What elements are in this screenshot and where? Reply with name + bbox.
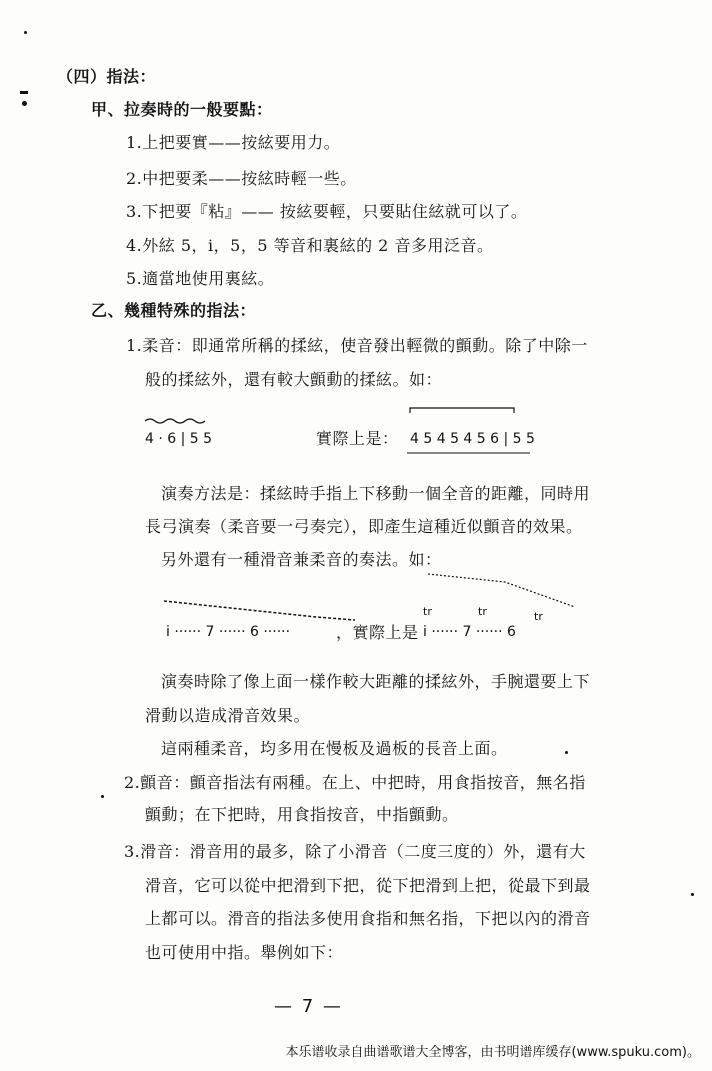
another-method-line: 另外還有一種滑音兼柔音的奏法。如： (161, 550, 442, 569)
scan-speck (101, 795, 104, 798)
trill-mark: tr (534, 610, 543, 623)
slide-line-3: 上都可以。滑音的指法多使用食指和無名指，下把以內的滑音 (145, 909, 591, 928)
scan-speck (565, 751, 568, 754)
trill-mark: tr (423, 605, 432, 618)
slide-line-1: 3.滑音：滑音用的最多，除了小滑音（二度三度的）外，還有大 (124, 842, 586, 861)
soft-tone-line-1: 1.柔音：即通常所稱的揉絃，使音發出輕微的顫動。除了中除一 (126, 336, 588, 355)
margin-mark (22, 101, 27, 106)
score-example-1-label: 實際上是： (316, 429, 399, 448)
margin-mark (20, 91, 28, 94)
performance-line-2: 長弓演奏（柔音要一弓奏完），即產生這種近似顫音的效果。 (145, 517, 583, 536)
score-example-1-right: 4 5 4 5 4 5 6 | 5 5 (410, 431, 535, 447)
score-example-2-left: i ······ 7 ······ 6 ······ (166, 624, 291, 640)
part-b-title: 乙、幾種特殊的指法： (91, 301, 257, 320)
score-example-2-label: ，實際上是 (336, 623, 419, 642)
performance-line-1: 演奏方法是：揉絃時手指上下移動一個全音的距離，同時用 (161, 484, 591, 503)
page-number: — 7 — (274, 996, 343, 1017)
performance-line-3: 演奏時除了像上面一樣作較大距離的揉絃外，手腕還要上下 (161, 672, 591, 691)
part-a-item-2: 2.中把要柔——按絃時輕一些。 (126, 169, 357, 188)
part-a-item-5: 5.適當地使用裏絃。 (126, 269, 275, 288)
section-title: （四）指法： (57, 67, 157, 86)
soft-tone-line-2: 般的揉絃外，還有較大顫動的揉絃。如： (145, 370, 443, 389)
score-example-2-right: i ······ 7 ······ 6 (423, 624, 516, 640)
performance-line-5: 這兩種柔音，均多用在慢板及過板的長音上面。 (161, 739, 508, 758)
slide-line-2: 滑音，它可以從中把滑到下把，從下把滑到上把，從最下到最 (145, 876, 591, 895)
vibrato-line-1: 2.顫音：顫音指法有兩種。在上、中把時，用食指按音，無名指 (124, 773, 586, 792)
source-note: 本乐谱收录自曲谱歌谱大全博客，由书明谱库缓存(www.spuku.com)。 (285, 1045, 700, 1060)
part-a-item-1: 1.上把要實——按絃要用力。 (126, 133, 341, 152)
performance-line-4: 滑動以造成滑音效果。 (145, 706, 311, 725)
scan-speck (24, 31, 27, 34)
part-a-item-4: 4.外絃 5，i，5，5 等音和裏絃的 2 音多用泛音。 (126, 236, 494, 255)
part-a-title: 甲、拉奏時的一般要點： (91, 100, 273, 119)
scan-speck (691, 893, 694, 896)
vibrato-line-2: 顫動；在下把時，用食指按音，中指顫動。 (145, 805, 459, 824)
trill-mark: tr (478, 605, 487, 618)
part-a-item-3: 3.下把要『粘』—— 按絃要輕，只要貼住絃就可以了。 (126, 202, 528, 221)
score-example-1-left: 4 · 6 | 5 5 (145, 431, 213, 447)
slide-line-4: 也可使用中指。舉例如下： (145, 943, 344, 962)
